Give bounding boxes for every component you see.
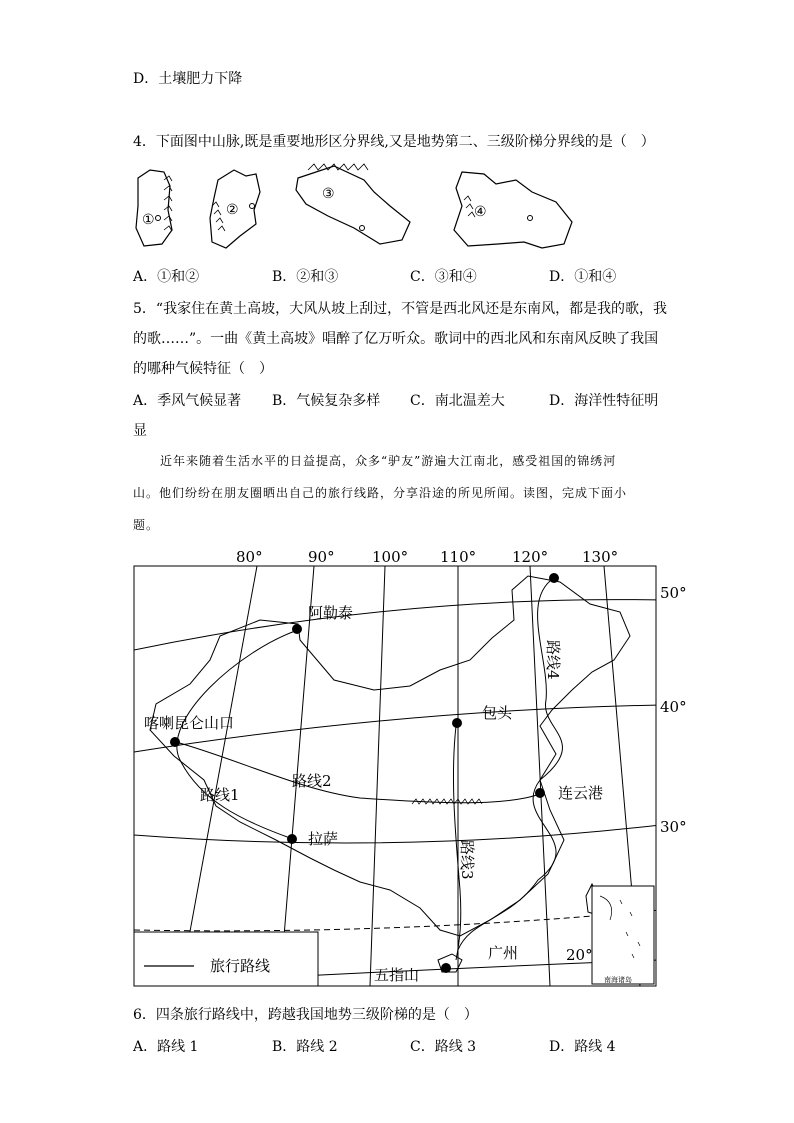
south-sea-inset (592, 886, 654, 984)
lon-110: 110° (440, 548, 477, 566)
map-frame (134, 566, 656, 986)
point-karakoram (170, 737, 180, 747)
fig-label-2: ② (226, 202, 239, 218)
q4-option-c: C．③和④ (410, 269, 477, 285)
fig-label-1: ① (142, 212, 155, 228)
q6-option-a: A．路线 1 (133, 1039, 199, 1055)
china-travel-map (120, 540, 700, 995)
q4-figures (128, 158, 588, 258)
figure-1 (136, 170, 172, 246)
point-baotou (452, 718, 462, 728)
place-baotou: 包头 (482, 704, 513, 722)
lat-30: 30° (660, 818, 687, 836)
route-4-label: 路线4 (544, 640, 562, 680)
q4-stem: 4．下面图中山脉,既是重要地形区分界线,又是地势第二、三级阶梯分界线的是（ ） (133, 134, 655, 150)
lon-130: 130° (582, 548, 619, 566)
point-wuzhishan (441, 963, 451, 973)
q5-option-a: A．季风气候显著 (133, 393, 242, 409)
place-lhasa: 拉萨 (308, 830, 339, 848)
place-karakoram: 喀喇昆仑山口 (144, 714, 235, 732)
legend-label: 旅行路线 (210, 957, 271, 975)
point-northeast (549, 573, 559, 583)
q5-stem-line2: 的歌……”。一曲《黄土高坡》唱醉了亿万听众。歌词中的西北风和东南风反映了我国 (133, 331, 659, 347)
fig-label-3: ③ (322, 186, 335, 202)
q4-option-d: D．①和④ (549, 269, 617, 285)
q5-option-d-cont: 显 (133, 423, 147, 439)
material-line1: 近年来随着生活水平的日益提高，众多“驴友”游遍大江南北，感受祖国的锦绣河 (160, 454, 617, 468)
point-lhasa (287, 834, 297, 844)
route-3-label: 路线3 (458, 840, 476, 880)
lon-90: 90° (308, 548, 335, 566)
material-line3: 题。 (133, 518, 160, 532)
figure-2 (210, 170, 260, 248)
lon-120: 120° (512, 548, 549, 566)
lat-50: 50° (660, 584, 687, 602)
q4-option-a: A．①和② (133, 269, 200, 285)
q6-stem: 6．四条旅行路线中，跨越我国地势三级阶梯的是（ ） (133, 1007, 478, 1023)
q6-option-b: B．路线 2 (272, 1039, 338, 1055)
figure-4 (454, 172, 572, 248)
fig-label-4: ④ (474, 204, 487, 220)
inset-label: 南海诸岛 (604, 976, 632, 984)
q5-stem-line1: 5．“我家住在黄土高坡，大风从坡上刮过，不管是西北风还是东南风，都是我的歌，我 (133, 301, 668, 317)
material-line2: 山。他们纷纷在朋友圈晒出自己的旅行线路，分享沿途的所见所闻。读图，完成下面小 (133, 486, 628, 500)
place-altay: 阿勒泰 (308, 604, 354, 622)
q5-option-b: B．气候复杂多样 (272, 393, 381, 409)
q6-option-c: C．路线 3 (410, 1039, 477, 1055)
figure-3 (296, 164, 410, 244)
place-guangzhou: 广州 (488, 944, 519, 962)
lon-80: 80° (236, 548, 263, 566)
lat-20: 20° (566, 946, 593, 964)
q3-option-d: D．土壤肥力下降 (133, 71, 243, 87)
q6-option-d: D．路线 4 (549, 1039, 616, 1055)
q5-option-c: C．南北温差大 (410, 393, 505, 409)
point-altay (292, 624, 302, 634)
lat-40: 40° (660, 698, 687, 716)
point-lianyungang (535, 788, 545, 798)
route-2-label: 路线2 (292, 772, 332, 790)
q5-option-d: D．海洋性特征明 (549, 393, 659, 409)
place-wuzhishan: 五指山 (374, 966, 420, 984)
route-1-label: 路线1 (200, 786, 240, 804)
lon-100: 100° (372, 548, 409, 566)
place-lianyungang: 连云港 (558, 784, 604, 802)
q4-option-b: B．②和③ (272, 269, 339, 285)
q5-stem-line3: 的哪种气候特征（ ） (133, 361, 273, 377)
